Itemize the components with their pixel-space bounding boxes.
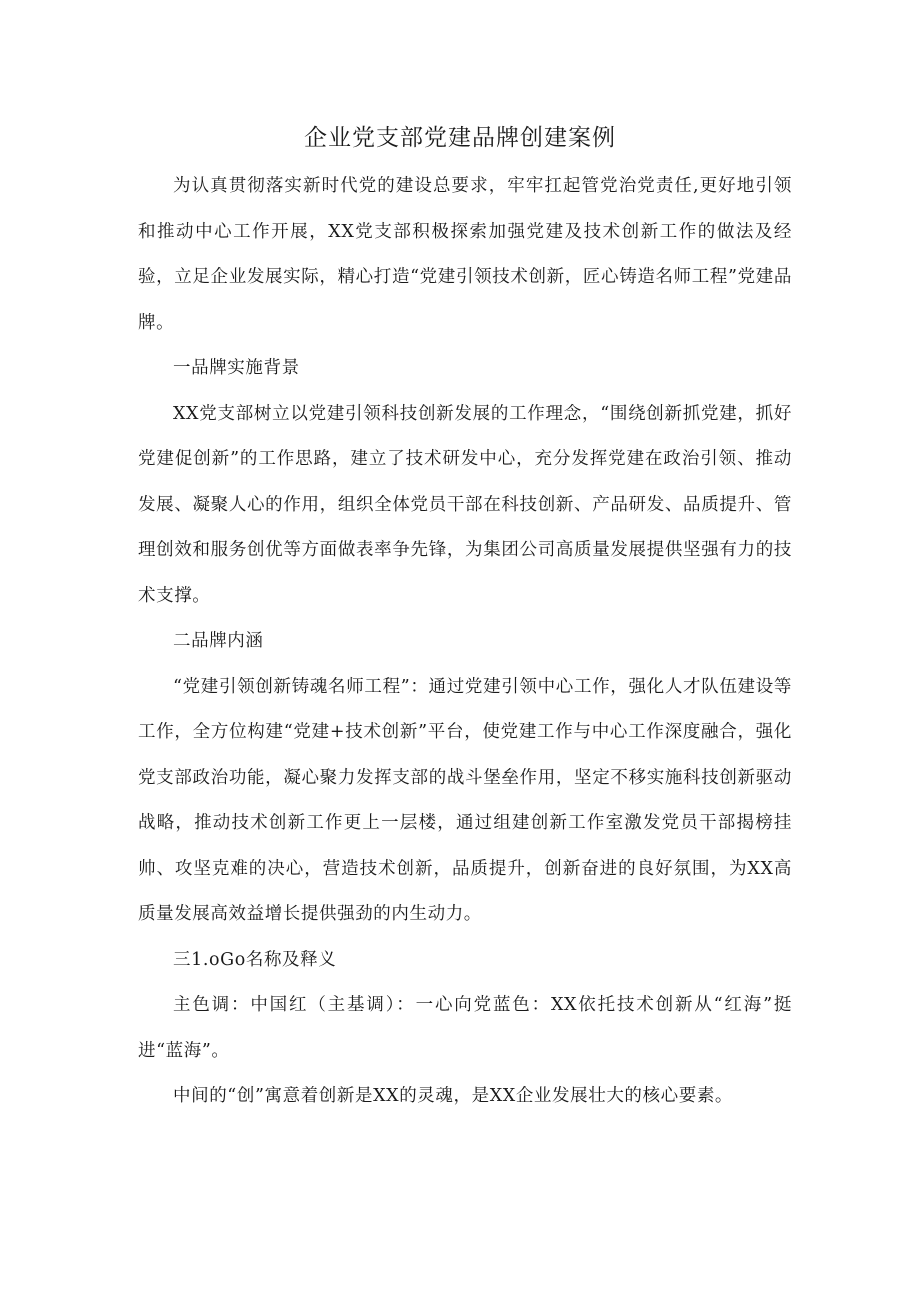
document-body bbox=[138, 164, 792, 1120]
document-title: 企业党支部党建品牌创建案例 bbox=[304, 125, 616, 151]
section-heading-logo: 三1.oGo名称及释义 bbox=[173, 949, 337, 970]
paragraph-logo-colors: 主色调：中国红（主基调）：一心向党蓝色：XX依托技术创新从“红海”挺进“蓝海”。 bbox=[138, 995, 792, 1061]
paragraph-logo-center: 中间的“创”寓意着创新是XX的灵魂，是XX企业发展壮大的核心要素。 bbox=[173, 1086, 734, 1106]
paragraph-connotation: “党建引领创新铸魂名师工程”：通过党建引领中心工作，强化人才队伍建设等工作，全方位构建“党建+技术创新”平台，使党建工作与中心工作深度融合，强化党支部政治功能，凝心聚力发挥支部的战斗堡垒作用，坚定不移实施科技创新驱动战略，推动技术创新工作更上一层楼，通过组建创新工作室激发党员干部揭榜挂帅、攻坚克难的决心，营造技术创新，品质提升，创新奋进的良好氛围，为XX高质量发展高效益增长提供强劲的内生动力。 bbox=[138, 676, 792, 924]
section-heading-background: 一品牌实施背景 bbox=[173, 358, 300, 378]
section-heading-connotation: 二品牌内涵 bbox=[173, 631, 264, 651]
paragraph-intro: 为认真贯彻落实新时代党的建设总要求，牢牢扛起管党治党责任,更好地引领和推动中心工作开展，XX党支部积极探索加强党建及技术创新工作的做法及经验，立足企业发展实际，精心打造“党建引领技术创新，匠心铸造名师工程”党建品牌。 bbox=[138, 176, 792, 333]
paragraph-background: XX党支部树立以党建引领科技创新发展的工作理念，“围绕创新抓党建，抓好党建促创新”的工作思路，建立了技术研发中心，充分发挥党建在政治引领、推动发展、凝聚人心的作用，组织全体党员干部在科技创新、产品研发、品质提升、管理创效和服务创优等方面做表率争先锋，为集团公司高质量发展提供坚强有力的技术支撑。 bbox=[138, 403, 792, 606]
